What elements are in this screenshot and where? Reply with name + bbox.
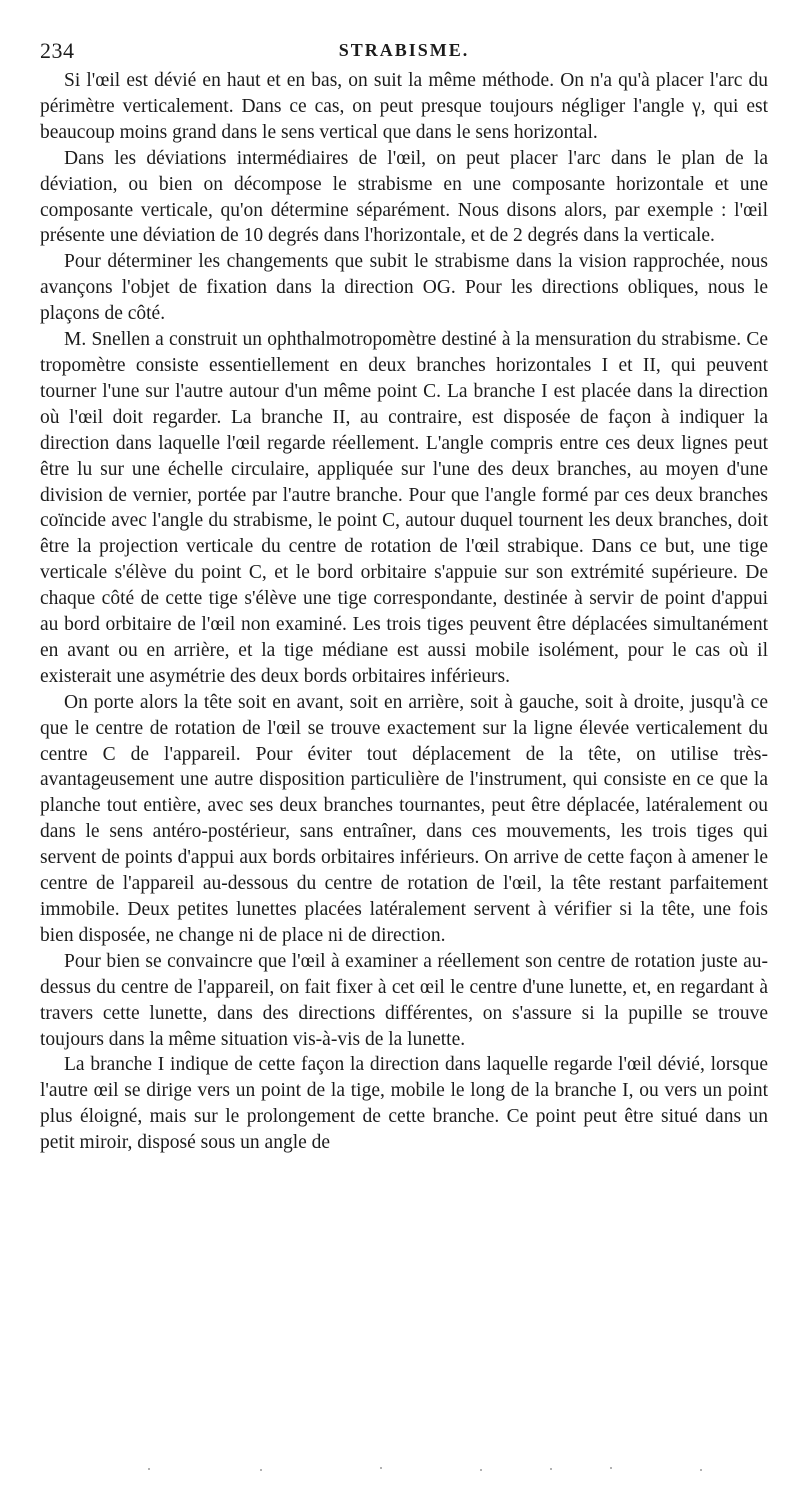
print-speck	[380, 1467, 382, 1469]
paragraph: La branche I indique de cette façon la direction dans laquelle regarde l'œil dévié, lorsque l'autre œil se dirige vers un point de la tige, mobile le long de la branche I, ou vers un point plus éloigné, mais sur le prolongement de cette branche. Ce point peut être situé dans un petit miroir, disposé sous un angle de	[40, 1054, 768, 1154]
paragraph: Pour bien se convaincre que l'œil à examiner a réellement son centre de rotation juste au-dessus du centre de l'appareil, on fait fixer à cet œil le centre d'une lunette, et, en regardant à travers cette lunette, dans des directions différentes, on s'assure si la pupille se trouve toujours dans la même situation vis-à-vis de la lunette.	[40, 950, 768, 1050]
paragraph: Si l'œil est dévié en haut et en bas, on suit la même méthode. On n'a qu'à placer l'arc du périmètre verticalement. Dans ce cas, on peut presque toujours négliger l'angle γ, qui est beaucoup moins grand dans le sens vertical que dans le sens horizontal.	[40, 70, 768, 143]
paragraph: On porte alors la tête soit en avant, soit en arrière, soit à gauche, soit à droite, jusqu'à ce que le centre de rotation de l'œil se trouve exactement sur la ligne élevée verticalement du centre C de l'appareil. Pour éviter tout déplacement de la tête, on utilise très-avantageusement une autre disposition particulière de l'instrument, qui consiste en ce que la planche tout entière, avec ses deux branches tournantes, peut être déplacée, latéralement ou dans le sens antéro-postérieur, sans entraîner, dans ces mouvements, les trois tiges qui servent de points d'appui aux bords orbitaires inférieurs. On arrive de cette façon à amener le centre de l'appareil au-dessous du centre de rotation de l'œil, la tête restant parfaitement immobile. Deux petites lunettes placées latéralement servent à vérifier si la tête, une fois bien disposée, ne change ni de place ni de direction.	[40, 691, 768, 946]
print-speck	[480, 1469, 482, 1471]
print-speck	[610, 1467, 612, 1469]
paragraph: Pour déterminer les changements que subit le strabisme dans la vision rapprochée, nous avançons l'objet de fixation dans la direction OG. Pour les directions obliques, nous le plaçons de côté.	[40, 251, 768, 325]
print-specks	[140, 1466, 740, 1472]
body-text	[40, 68, 768, 1156]
paragraph: M. Snellen a construit un ophthalmotropomètre destiné à la mensuration du strabisme. Ce tropomètre consiste essentiellement en deux branches horizontales I et II, qui peuvent tourner l'une sur l'autre autour d'un même point C. La branche I est placée dans la direction où l'œil doit regarder. La branche II, au contraire, est disposée de façon à indiquer la direction dans laquelle l'œil regarde réellement. L'angle compris entre ces deux lignes peut être lu sur une échelle circulaire, appliquée sur l'une des deux branches, au moyen d'une division de vernier, portée par l'autre branche. Pour que l'angle formé par ces deux branches coïncide avec l'angle du strabisme, le point C, autour duquel tournent les deux branches, doit être la projection verticale du centre de rotation de l'œil strabique. Dans ce but, une tige verticale s'élève du point C, et le bord orbitaire s'appuie sur son extrémité supérieure. De chaque côté de cette tige s'élève une tige correspondante, destinée à servir de point d'appui au bord orbitaire de l'œil non examiné. Les trois tiges peuvent être déplacées simultanément en avant ou en arrière, et la tige médiane est aussi mobile isolément, pour le cas où il existerait une asymétrie des deux bords orbitaires inférieurs.	[40, 329, 768, 687]
page-number: 234	[40, 38, 75, 63]
print-speck	[260, 1469, 262, 1471]
paragraph: Dans les déviations intermédiaires de l'œil, on peut placer l'arc dans le plan de la déviation, ou bien on décompose le strabisme en une composante horizontale et une composante verticale, qu'on détermine séparément. Nous disons alors, par exemple : l'œil présente une déviation de 10 degrés dans l'horizontale, et de 2 degrés dans la verticale.	[40, 147, 768, 247]
print-speck	[550, 1468, 552, 1470]
book-page	[40, 38, 768, 1156]
print-speck	[148, 1468, 150, 1470]
running-title: STRABISME.	[338, 40, 470, 60]
running-head	[40, 38, 768, 68]
print-speck	[700, 1469, 702, 1471]
